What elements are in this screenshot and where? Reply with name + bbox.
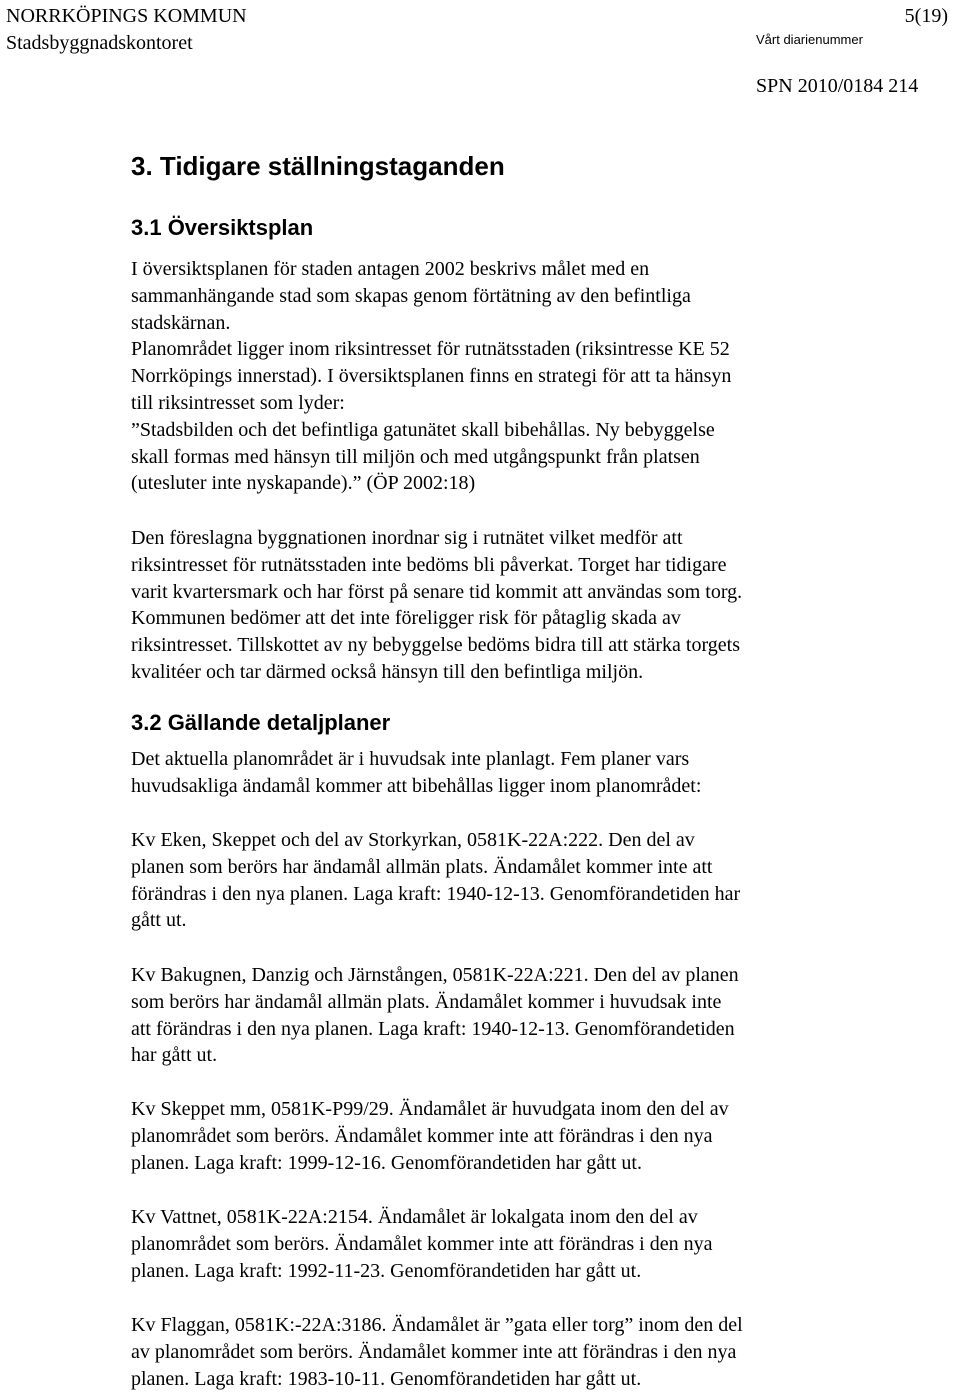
- text-line: Kv Eken, Skeppet och del av Storkyrkan, 0581K-22A:222. Den del av: [131, 829, 695, 851]
- s32-paragraph-5: [131, 1204, 951, 1284]
- text-line: till riksintresset som lyder:: [131, 391, 345, 414]
- text-line: planen. Laga kraft: 1992-11-23. Genomförandetiden har gått ut.: [131, 1259, 642, 1282]
- text-line: sammanhängande stad som skapas genom förtätning av den befintliga: [131, 284, 691, 307]
- text-line: har gått ut.: [131, 1044, 218, 1067]
- text-line: planen som berörs har ändamål allmän plats. Ändamålet kommer inte att: [131, 855, 713, 878]
- s32-paragraph-3: [131, 962, 951, 1069]
- text-line: Kv Bakugnen, Danzig och Järnstången, 0581K-22A:221. Den del av planen: [131, 964, 739, 986]
- reference-number: SPN 2010/0184 214: [756, 75, 919, 97]
- s32-paragraph-6: [131, 1312, 951, 1392]
- text-line: riksintresset för rutnätsstaden inte bedöms bli påverkat. Torget har tidigare: [131, 553, 727, 576]
- s32-paragraph-4: [131, 1096, 951, 1176]
- text-line: Planområdet ligger inom riksintresset för rutnätsstaden (riksintresse KE 52: [131, 338, 730, 361]
- office-name: Stadsbyggnadskontoret: [6, 32, 193, 54]
- text-line: planen. Laga kraft: 1983-10-11. Genomförandetiden har gått ut.: [131, 1367, 642, 1390]
- text-line: stadskärnan.: [131, 311, 231, 334]
- text-line: skall formas med hänsyn till miljön och med utgångspunkt från platsen: [131, 445, 700, 468]
- text-line: som berörs har ändamål allmän plats. Ändamålet kommer i huvudsak inte: [131, 990, 722, 1013]
- text-line: Det aktuella planområdet är i huvudsak inte planlagt. Fem planer vars: [131, 748, 690, 770]
- text-line: planen. Laga kraft: 1999-12-16. Genomförandetiden har gått ut.: [131, 1151, 642, 1174]
- s32-paragraph-1: [131, 746, 951, 800]
- text-line: Kv Skeppet mm, 0581K-P99/29. Ändamålet är huvudgata inom den del av: [131, 1098, 729, 1120]
- s31-paragraph-2: [131, 525, 951, 686]
- text-line: ”Stadsbilden och det befintliga gatunätet skall bibehållas. Ny bebyggelse: [131, 418, 715, 441]
- text-line: (utesluter inte nyskapande).” (ÖP 2002:18): [131, 472, 476, 495]
- section-3-heading: 3. Tidigare ställningstaganden: [131, 151, 505, 181]
- s31-paragraph-1: [131, 256, 951, 497]
- text-line: huvudsakliga ändamål kommer att bibehållas ligger inom planområdet:: [131, 774, 702, 797]
- text-line: förändras i den nya planen. Laga kraft: 1940-12-13. Genomförandetiden har: [131, 882, 741, 905]
- text-line: varit kvartersmark och har först på senare tid kommit att användas som torg.: [131, 580, 743, 603]
- s32-paragraph-2: [131, 827, 951, 934]
- text-line: kvalitéer och tar därmed också hänsyn till den befintliga miljön.: [131, 660, 644, 683]
- page-number: 5(19): [904, 5, 948, 27]
- text-line: I översiktsplanen för staden antagen 2002 beskrivs målet med en: [131, 258, 650, 280]
- text-line: riksintresset. Tillskottet av ny bebyggelse bedöms bidra till att stärka torgets: [131, 634, 741, 657]
- reference-label: Vårt diarienummer: [756, 32, 863, 47]
- text-line: Kv Vattnet, 0581K-22A:2154. Ändamålet är lokalgata inom den del av: [131, 1206, 698, 1228]
- text-line: planområdet som berörs. Ändamålet kommer inte att förändras i den nya: [131, 1232, 713, 1255]
- text-line: av planområdet som berörs. Ändamålet kommer inte att förändras i den nya: [131, 1340, 737, 1363]
- text-line: gått ut.: [131, 909, 187, 932]
- text-line: Norrköpings innerstad). I översiktsplanen finns en strategi för att ta hänsyn: [131, 365, 732, 388]
- text-line: Kv Flaggan, 0581K:-22A:3186. Ändamålet är ”gata eller torg” inom den del: [131, 1314, 743, 1336]
- text-line: planområdet som berörs. Ändamålet kommer inte att förändras i den nya: [131, 1124, 713, 1147]
- text-line: Den föreslagna byggnationen inordnar sig i rutnätet vilket medför att: [131, 527, 683, 549]
- text-line: att förändras i den nya planen. Laga kraft: 1940-12-13. Genomförandetiden: [131, 1017, 735, 1040]
- org-name: NORRKÖPINGS KOMMUN: [6, 5, 247, 27]
- section-3-1-heading: 3.1 Översiktsplan: [131, 215, 314, 240]
- section-3-2-heading: 3.2 Gällande detaljplaner: [131, 710, 391, 735]
- text-line: Kommunen bedömer att det inte föreligger risk för påtaglig skada av: [131, 607, 681, 630]
